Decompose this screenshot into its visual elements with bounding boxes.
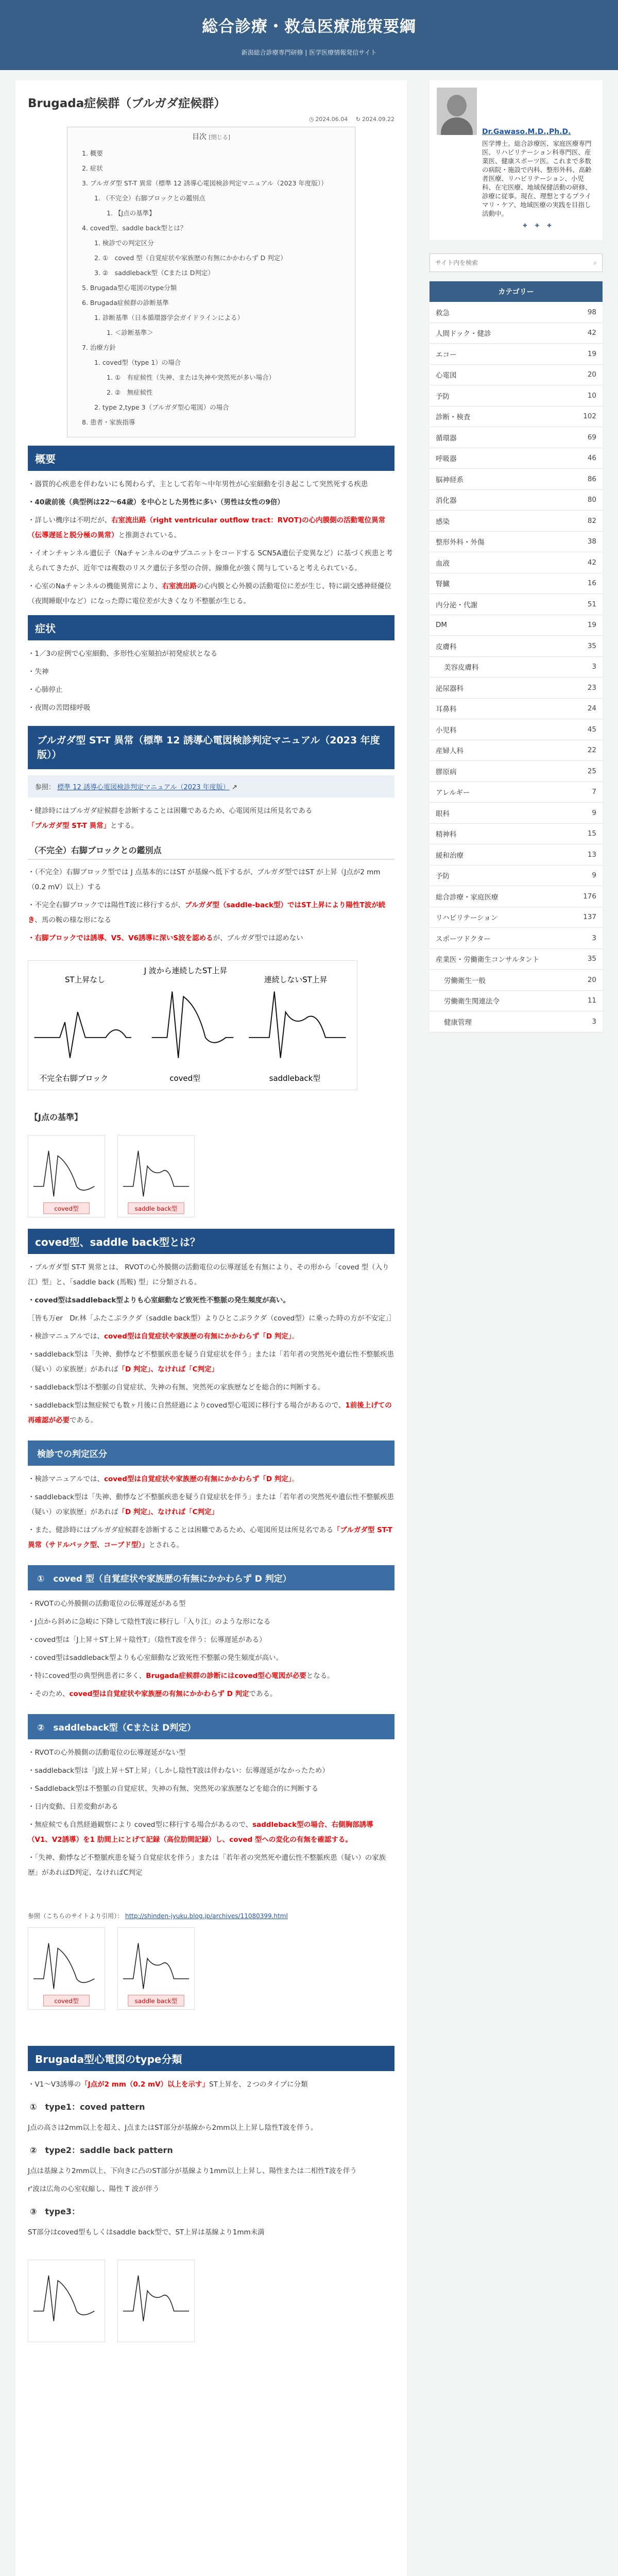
toc-item[interactable]: 3. ② saddleback型（Cまたは D判定） xyxy=(94,269,214,277)
paragraph: ・日内変動、日差変動がある xyxy=(28,1803,118,1811)
paragraph: ・器質的心疾患を伴わないにも関わらず、主として若年〜中年男性が心室細動を引き起こして突然死する疾患 xyxy=(28,480,368,488)
category-name: 整形外科・外傷 xyxy=(436,538,485,547)
category-name: スポーツドクター xyxy=(436,935,491,943)
toc-toggle[interactable]: [閉じる] xyxy=(209,134,231,141)
paragraph-highlight: ・coved型はsaddleback型よりも心室細動など致死性不整脈の発生頻度が高い。 xyxy=(28,1296,290,1304)
category-count: 25 xyxy=(587,767,596,775)
list-item: ・夜間の苦悶様呼吸 xyxy=(28,704,91,712)
paragraph: ・saddleback型は「失神、動悸など不整脈疾患を疑う自覚症状を伴う」または「若年者の突然死や遺伝性不整脈疾患（疑い）の家族歴」があれば「D 判定」、なければ「C判定」 xyxy=(28,1493,394,1516)
category-name: 救急 xyxy=(436,309,450,317)
category-count: 23 xyxy=(587,683,596,692)
category-item[interactable] xyxy=(430,699,603,720)
category-name: 腎臓 xyxy=(436,580,450,589)
category-count: 137 xyxy=(583,913,596,922)
category-name: 内分泌・代謝 xyxy=(436,601,477,609)
profile-description: 医学博士。総合診療医、家庭医療専門医、リハビリテーション科専門医、産業医、健康スポーツ医。これまで多数の病院・施設で内科、整形外科、高齢者医療、リハビリテーション、小児科、在宅医療、地域保健活動の研修、診療に従事。現在、理想とするプライマリ・ケア、地域医療の実践を目指し活動中。 xyxy=(482,140,592,217)
toc-item[interactable]: 2. type 2,type 3（ブルガダ型心電図）の場合 xyxy=(94,403,229,411)
heading-coved-d: ① coved 型（自覚症状や家族歴の有無にかかわらず D 判定） xyxy=(28,1565,394,1590)
category-name: DM xyxy=(436,621,448,630)
toc-item[interactable]: 1. coved型（type 1）の場合 xyxy=(94,359,181,366)
section-saddleback xyxy=(28,1714,394,2015)
section-type xyxy=(28,2046,394,2347)
heading-type3: ③ type3： xyxy=(30,2207,80,2216)
ecg-mini-pair xyxy=(28,2256,394,2347)
category-name: 小児科 xyxy=(436,726,457,735)
updated-date: 2024.09.22 xyxy=(362,116,394,123)
post-title: Brugada症候群（ブルガダ症候群） xyxy=(28,97,226,110)
heading-screening-judgement: 検診での判定区分 xyxy=(28,1440,394,1466)
paragraph-highlight: ・40歳前後（典型例は22〜64歳）を中心とした男性に多い（男性は女性の9倍） xyxy=(28,498,284,506)
category-count: 69 xyxy=(587,433,596,442)
category-item[interactable] xyxy=(430,552,603,573)
category-item[interactable] xyxy=(430,949,603,970)
category-item[interactable] xyxy=(430,719,603,740)
category-name: 心電図 xyxy=(436,371,457,380)
search-input[interactable] xyxy=(435,259,593,266)
table-of-contents xyxy=(67,127,355,437)
category-name: 健康管理 xyxy=(444,1018,472,1027)
ecg-label: 連続しないST上昇 xyxy=(264,975,328,985)
toc-item[interactable]: 1. ＜診断基準＞ xyxy=(107,329,153,336)
category-name: 脳神経系 xyxy=(436,476,464,484)
category-count: 20 xyxy=(587,370,596,379)
reference-link[interactable]: 標準 12 誘導心電図検診判定マニュアル（2023 年度版） xyxy=(57,784,230,791)
category-count: 3 xyxy=(592,663,596,671)
category-count: 16 xyxy=(587,579,596,588)
paragraph: ・ブルガダ型 ST-T 異常とは、 RVOTの心外膜側の活動電位の伝導遅延を有無により、その形から「coved 型（入り江）型」と、「saddle back (馬鞍) 型」に分類される。 xyxy=(28,1263,389,1286)
toc-item[interactable]: 8. 患者・家族指導 xyxy=(82,418,135,426)
category-name: 膠原病 xyxy=(436,768,457,776)
category-name: 眼科 xyxy=(436,809,450,818)
category-item[interactable] xyxy=(430,573,603,595)
category-count: 42 xyxy=(587,329,596,337)
category-item[interactable] xyxy=(430,469,603,490)
search-icon[interactable]: ⌕ xyxy=(593,259,597,266)
category-name: 労働衛生一般 xyxy=(444,976,486,985)
post-dates xyxy=(28,116,394,123)
ecg-mini-pair xyxy=(28,1923,394,2015)
ecg-caption: saddleback型 xyxy=(269,1074,321,1083)
ecg-trace-saddleback xyxy=(249,992,346,1058)
section-coved-d xyxy=(28,1565,394,1702)
list-item: ・1／3の症例で心室細動、多形性心室頻拍が初発症状となる xyxy=(28,650,218,658)
heading-type: Brugada型心電図のtype分類 xyxy=(28,2046,394,2071)
category-count: 102 xyxy=(583,412,596,421)
category-item[interactable] xyxy=(430,490,603,511)
paragraph: ・「失神、動悸など不整脈疾患を疑う自覚症状を伴う」または「若年者の突然死や遺伝性不整脈疾患（疑い）の家族歴」があればD判定、なければC判定 xyxy=(28,1854,386,1877)
category-count: 98 xyxy=(587,308,596,316)
ecg-mini-type1 xyxy=(28,2260,105,2342)
category-item[interactable] xyxy=(430,928,603,949)
category-count: 7 xyxy=(592,788,596,796)
external-link-icon: ↗ xyxy=(231,784,237,791)
heading-j-point: 【J点の基準】 xyxy=(30,1112,82,1122)
section-overview xyxy=(28,446,394,609)
category-item[interactable] xyxy=(430,866,603,887)
category-item[interactable] xyxy=(430,803,603,824)
toc-item[interactable]: 3. ブルガダ型 ST-T 異常（標準 12 誘導心電図検診判定マニュアル（2023 年度版）） xyxy=(82,179,328,187)
toc-item[interactable]: 1. 【J点の基準】 xyxy=(107,209,156,217)
category-item[interactable] xyxy=(430,302,603,323)
category-item[interactable] xyxy=(430,991,603,1012)
category-count: 38 xyxy=(587,537,596,546)
category-item[interactable] xyxy=(430,427,603,448)
source-link[interactable]: http://shinden-jyuku.blog.jp/archives/11080399.html xyxy=(125,1912,288,1920)
category-item[interactable] xyxy=(430,657,603,678)
category-name: アレルギー xyxy=(436,789,470,798)
category-item[interactable] xyxy=(430,886,603,907)
page-layout xyxy=(15,80,603,2576)
ecg-mini-coved xyxy=(28,1135,105,1217)
category-item[interactable] xyxy=(430,782,603,803)
category-name: 呼吸器 xyxy=(436,455,457,464)
paragraph: ・saddleback型は「J波上昇＋ST上昇」（しかし陰性T波は伴わない：伝導遅延がなかったため） xyxy=(28,1767,329,1775)
category-count: 20 xyxy=(587,975,596,984)
ecg-label: J 波から連続したST上昇 xyxy=(144,965,228,975)
category-count: 176 xyxy=(583,892,596,901)
heading-st-abnormality: ブルガダ型 ST-T 異常（標準 12 誘導心電図検診判定マニュアル（2023 年度版）） xyxy=(28,726,394,769)
category-name: 診断・検査 xyxy=(436,413,471,422)
ecg-comparison-figure xyxy=(28,960,357,1090)
published-date: 2024.06.04 xyxy=(315,116,348,123)
paragraph: ・検診マニュアルでは、coved型は自覚症状や家族歴の有無にかかわらず「D 判定」。 xyxy=(28,1475,299,1483)
sidebar xyxy=(430,80,603,2576)
category-item[interactable] xyxy=(430,344,603,365)
search-box xyxy=(430,253,603,272)
category-count: 3 xyxy=(592,934,596,942)
category-name: 精神科 xyxy=(436,831,457,839)
section-st-abnormality xyxy=(28,726,394,1223)
site-header xyxy=(0,0,618,70)
list-item: ・失神 xyxy=(28,668,49,676)
svg-text:coved型: coved型 xyxy=(54,1997,79,2005)
category-count: 9 xyxy=(592,871,596,880)
category-item[interactable] xyxy=(430,970,603,991)
clock-icon: ◷ xyxy=(308,116,314,123)
heading-symptoms: 症状 xyxy=(28,615,394,640)
category-item[interactable] xyxy=(430,323,603,344)
avatar xyxy=(437,88,477,135)
category-name: 緩和治療 xyxy=(436,851,464,860)
paragraph: ・イオンチャンネル遺伝子（Naチャンネルのαサブユニットをコードする SCN5A遺伝子変異など）に基づく疾患と考えられてきたが、近年では複数のリスク遺伝子多型の合併、線維化が強く関与していると考えられている。 xyxy=(28,549,393,572)
category-name: 産婦人科 xyxy=(436,747,464,756)
profile-card xyxy=(430,80,603,240)
heading-coved-saddle: coved型、saddle back型とは？ xyxy=(28,1229,394,1254)
category-item[interactable] xyxy=(430,907,603,928)
category-item[interactable] xyxy=(430,761,603,782)
category-count: 10 xyxy=(587,391,596,400)
category-name: 総合診療・家庭医療 xyxy=(436,893,499,902)
category-item[interactable] xyxy=(430,511,603,532)
category-count: 24 xyxy=(587,704,596,713)
paragraph: ・また、健診時にはブルガダ症候群を診断することは困難であるため、心電図所見は所見名である「ブルガダ型 ST-T 異常（サドルバック型、コーブド型）」とされる。 xyxy=(28,1526,392,1549)
category-name: 予防 xyxy=(436,392,450,401)
source-link-line: 参照（こちらのサイトより引用）： http://shinden-jyuku.blog.jp/archives/11080399.html xyxy=(28,1912,288,1920)
heading-rbbb-diff: （不完全）右脚ブロックとの鑑別点 xyxy=(28,841,394,860)
category-item[interactable] xyxy=(430,1011,603,1032)
article xyxy=(15,80,407,2576)
category-count: 45 xyxy=(587,725,596,734)
paragraph: ・saddleback型は「失神、動悸など不整脈疾患を疑う自覚症状を伴う」または「若年者の突然死や遺伝性不整脈疾患（疑い）の家族歴」があれば「D 判定」、なければ「C判定」 xyxy=(28,1350,394,1374)
category-item[interactable] xyxy=(430,448,603,469)
paragraph: ・saddleback型は不整脈の自覚症状、失神の有無、突然死の家族歴などを総合的に判断する。 xyxy=(28,1383,325,1392)
ecg-mini-pair xyxy=(28,1131,394,1223)
paragraph: ・saddleback型は無症候でも数ヶ月後に自然経過によりcoved型心電図に移行する場合があるので、1前後上げての再確認が必要である。 xyxy=(28,1401,392,1425)
category-item[interactable] xyxy=(430,594,603,615)
toc-item[interactable]: 4. coved型、saddle back型とは？ xyxy=(82,224,187,232)
paragraph: ST部分はcoved型もしくはsaddle back型で、ST上昇は基線より1mm未満 xyxy=(28,2228,265,2236)
toc-item[interactable]: 1. 診断基準（日本循環器学会ガイドラインによる） xyxy=(94,314,244,321)
toc-title: 目次 xyxy=(192,133,207,141)
paragraph: J点は基線より2mm以上、下向きに凸のST部分が基線より1mm以上上昇し、陽性または二相性T波を伴う xyxy=(28,2167,357,2175)
paragraph: ・（不完全）右脚ブロック型では J 点基本的にはST が基線へ低下するが、ブルガダ型ではST が上昇（J点が2 mm（0.2 mV）以上）する xyxy=(28,868,381,891)
refresh-icon: ↻ xyxy=(355,116,361,123)
svg-text:coved型: coved型 xyxy=(54,1205,79,1213)
toc-header xyxy=(77,131,346,142)
category-item[interactable] xyxy=(430,636,603,657)
reference-box: 参照： 標準 12 誘導心電図検診判定マニュアル（2023 年度版） ↗ xyxy=(28,775,394,798)
category-count: 80 xyxy=(587,496,596,504)
paragraph: ・RVOTの心外膜側の活動電位の伝導遅延がない型 xyxy=(28,1749,186,1757)
ecg-caption: 不完全右脚ブロック xyxy=(39,1074,108,1083)
ecg-mini-coved xyxy=(28,1927,105,2010)
toc-item[interactable]: 2. ① coved 型（自覚症状や家族歴の有無にかかわらず D 判定） xyxy=(94,254,287,262)
toc-item[interactable]: 7. 治療方針 xyxy=(82,344,116,351)
category-item[interactable] xyxy=(430,824,603,845)
ecg-mini-saddleback xyxy=(117,1927,195,2010)
category-count: 3 xyxy=(592,1017,596,1026)
ecg-trace-rbbb xyxy=(34,1012,131,1058)
svg-text:saddle back型: saddle back型 xyxy=(134,1205,178,1213)
category-name: 血液 xyxy=(436,559,450,568)
category-name: 消化器 xyxy=(436,497,457,505)
category-name: 耳鼻科 xyxy=(436,705,457,714)
category-item[interactable] xyxy=(430,677,603,699)
category-item[interactable] xyxy=(430,532,603,553)
categories-title: カテゴリー xyxy=(430,281,603,302)
heading-type1: ① type1：coved pattern xyxy=(30,2102,145,2112)
toc-item[interactable]: 1. 概要 xyxy=(82,149,103,157)
paragraph: ・無症候でも自然経過観察により coved型に移行する場合があるので、saddleback型の場合、右側胸部誘導（V1、V2誘導）を1 肋間上にとげて記録（高位肋間記録）し、coved 型への変化の有無を確認する。 xyxy=(28,1821,373,1844)
category-name: 泌尿器科 xyxy=(436,684,464,693)
category-item[interactable] xyxy=(430,385,603,406)
toc-item[interactable]: 1. 検診での判定区分 xyxy=(94,239,154,247)
svg-text:saddle back型: saddle back型 xyxy=(134,1997,178,2005)
section-symptoms xyxy=(28,615,394,716)
category-count: 19 xyxy=(587,349,596,358)
ecg-mini-type2 xyxy=(117,2260,195,2342)
heading-saddleback: ② saddleback型（Cまたは D判定） xyxy=(28,1714,394,1739)
category-name: リハビリテーション xyxy=(436,914,498,923)
paragraph: ［皆も万er Dr.林「ふたこぶラクダ（saddle back型）よりひとこぶラクダ（coved型）に乗った時の方が不安定」］ xyxy=(28,1314,396,1323)
category-count: 35 xyxy=(587,955,596,963)
toc-item[interactable]: 5. Brugada型心電図のtype分類 xyxy=(82,284,177,292)
toc-list xyxy=(77,146,346,430)
paragraph: ・右脚ブロックでは誘導、V5、V6誘導に深いS波を認めるが、ブルガダ型では認めない xyxy=(28,934,303,942)
paragraph: J点の高さは2mm以上を超え、J点またはST部分が基線から2mm以上上昇し陰性T波を伴う。 xyxy=(28,2124,318,2132)
category-count: 13 xyxy=(587,850,596,859)
list-item: ・心肺停止 xyxy=(28,686,63,694)
site-title[interactable]: 総合診療・救急医療施策要綱 xyxy=(202,18,416,36)
category-count: 42 xyxy=(587,558,596,567)
paragraph: ・Saddleback型は不整脈の自覚症状、失神の有無、突然死の家族歴などを総合的に判断する xyxy=(28,1785,319,1793)
category-count: 9 xyxy=(592,808,596,817)
list-item: ・J点から斜めに急峻に下降して陰性T波に移行し「入り江」のような形になる xyxy=(28,1618,271,1626)
paragraph: ・心室のNaチャンネルの機能異常により、右室流出路の心内膜と心外膜の活動電位に差が生じ、特に副交感神経優位（夜間睡眠中など）になった際に電位差が大きくなり不整脈が生じる。 xyxy=(28,582,392,605)
profile-name[interactable]: Dr.Gawaso.M.D.,Ph.D. xyxy=(482,128,571,136)
category-name: 労働衛生関連法令 xyxy=(444,997,500,1006)
category-name: エコー xyxy=(436,350,457,359)
category-name: 美容皮膚科 xyxy=(444,664,479,672)
heading-type2: ② type2：saddle back pattern xyxy=(30,2145,173,2155)
paragraph: ・不完全右脚ブロックでは陽性T波に移行するが、ブルガダ型（saddle-back型）ではST上昇により陽性T波が続き、馬の鞍の様な形になる xyxy=(28,901,386,924)
category-name: 産業医・労働衛生コンサルタント xyxy=(436,956,540,964)
toc-item[interactable]: 1. （不完全）右脚ブロックとの鑑別点 xyxy=(94,194,205,202)
toc-item[interactable]: 6. Brugada症候群の診断基準 xyxy=(82,299,169,307)
section-coved-saddle xyxy=(28,1229,394,1553)
paragraph: ・健診時にはブルガダ症候群を診断することは困難であるため、心電図所見は所見名である「ブルガダ型 ST-T 異常」とする。 xyxy=(28,807,313,830)
category-item[interactable] xyxy=(430,615,603,636)
category-item[interactable] xyxy=(430,365,603,386)
paragraph: r'波は広角の心室収縮し、陽性 T 波が伴う xyxy=(28,2185,160,2193)
category-name: 皮膚科 xyxy=(436,642,457,651)
category-count: 86 xyxy=(587,474,596,483)
category-count: 19 xyxy=(587,621,596,630)
paragraph: ・検診マニュアルでは、coved型は自覚症状や家族歴の有無にかかわらず「D 判定」。 xyxy=(28,1332,299,1341)
paragraph: ・coved型はsaddleback型よりも心室細動など致死性不整脈の発生頻度が高い。 xyxy=(28,1654,283,1662)
ecg-mini-saddleback xyxy=(117,1135,195,1217)
toc-item[interactable]: 2. 症状 xyxy=(82,164,103,172)
category-name: 予防 xyxy=(436,872,450,881)
category-item[interactable] xyxy=(430,844,603,866)
category-name: 感染 xyxy=(436,517,450,526)
category-count: 15 xyxy=(587,829,596,838)
ecg-caption: coved型 xyxy=(169,1074,200,1083)
toc-item[interactable]: 1. ① 有症候性（失神、または失神や突然死が多い場合） xyxy=(107,374,276,381)
category-name: 循環器 xyxy=(436,434,457,443)
social-icons[interactable]: ✚ ✚ ✚ xyxy=(523,223,555,229)
category-count: 11 xyxy=(587,996,596,1005)
paragraph: ・V1〜V3誘導の「J点が2 mm（0.2 mV）以上を示す」ST上昇を、２つのタイプに分類 xyxy=(28,2080,308,2089)
list-item: ・RVOTの心外膜側の活動電位の伝導遅延がある型 xyxy=(28,1600,186,1608)
category-count: 22 xyxy=(587,746,596,755)
category-item[interactable] xyxy=(430,406,603,428)
category-count: 82 xyxy=(587,516,596,525)
paragraph: ・詳しい機序は不明だが、右室流出路（right ventricular outflow tract：RVOT)の心内膜側の活動電位異常（伝導遅延と脱分極の異常）と推測されている。 xyxy=(28,516,386,539)
toc-item[interactable]: 2. ② 無症候性 xyxy=(107,388,153,396)
category-count: 35 xyxy=(587,641,596,650)
ecg-label: ST上昇なし xyxy=(64,975,106,985)
list-item: ・coved型は「J上昇＋ST上昇＋陰性T」（陰性T波を伴う：伝導遅延がある） xyxy=(28,1636,266,1644)
category-count: 46 xyxy=(587,454,596,463)
paragraph: ・特にcoved型の典型例患者に多く、Brugada症候群の診断にはcoved型心電図が必要となる。 xyxy=(28,1672,334,1680)
category-item[interactable] xyxy=(430,740,603,761)
category-name: 人間ドック・健診 xyxy=(436,330,491,338)
ecg-trace-coved xyxy=(152,992,234,1058)
category-count: 51 xyxy=(587,600,596,608)
heading-overview: 概要 xyxy=(28,446,394,471)
site-tagline: 新潟総合診療専門研修 | 医学医療情報発信サイト xyxy=(241,49,377,56)
category-list xyxy=(430,302,603,1032)
paragraph: ・そのため、coved型は自覚症状や家族歴の有無にかかわらず D 判定である。 xyxy=(28,1690,277,1698)
